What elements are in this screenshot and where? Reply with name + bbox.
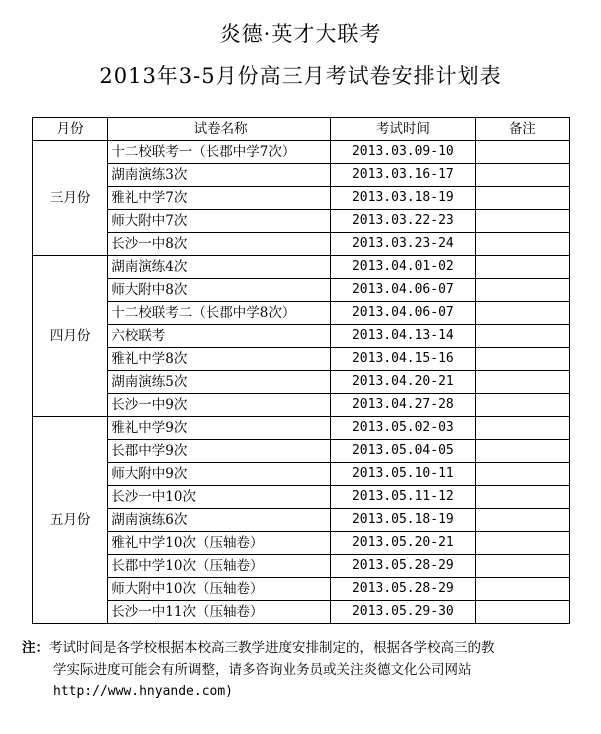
note-cell [475, 164, 569, 187]
note-cell [475, 279, 569, 302]
exam-time-cell: 2013.03.23-24 [331, 233, 476, 256]
note-cell [475, 371, 569, 394]
table-row [33, 279, 570, 302]
table-row [33, 371, 570, 394]
title-line-2: 2013年3-5月份高三月考试卷安排计划表 [99, 64, 502, 88]
table-row [33, 440, 570, 463]
schedule-body [33, 141, 570, 624]
note-cell [475, 555, 569, 578]
exam-name-cell: 长沙一中11次（压轴卷） [108, 601, 331, 624]
exam-time-cell: 2013.03.09-10 [331, 141, 476, 164]
table-row [33, 417, 570, 440]
table-row [33, 509, 570, 532]
exam-name-cell: 师大附中7次 [108, 210, 331, 233]
table-row [33, 325, 570, 348]
exam-name-cell: 长沙一中10次 [108, 486, 331, 509]
note-cell [475, 509, 569, 532]
exam-time-cell: 2013.04.13-14 [331, 325, 476, 348]
table-row [33, 210, 570, 233]
footnote [22, 637, 582, 703]
table-row [33, 302, 570, 325]
header-row [33, 118, 570, 141]
note-cell [475, 256, 569, 279]
note-cell [475, 486, 569, 509]
table-row [33, 601, 570, 624]
note-cell [475, 187, 569, 210]
exam-time-cell: 2013.04.15-16 [331, 348, 476, 371]
exam-time-cell: 2013.05.02-03 [331, 417, 476, 440]
exam-time-cell: 2013.05.04-05 [331, 440, 476, 463]
exam-time-cell: 2013.03.16-17 [331, 164, 476, 187]
exam-name-cell: 雅礼中学10次（压轴卷） [108, 532, 331, 555]
note-cell [475, 601, 569, 624]
exam-name-cell: 师大附中8次 [108, 279, 331, 302]
note-cell [475, 348, 569, 371]
exam-time-cell: 2013.05.20-21 [331, 532, 476, 555]
exam-time-cell: 2013.05.11-12 [331, 486, 476, 509]
exam-time-cell: 2013.04.20-21 [331, 371, 476, 394]
table-row [33, 256, 570, 279]
schedule-table [32, 117, 570, 624]
exam-name-cell: 师大附中10次（压轴卷） [108, 578, 331, 601]
table-row [33, 187, 570, 210]
exam-name-cell: 湖南演练4次 [108, 256, 331, 279]
exam-time-cell: 2013.05.18-19 [331, 509, 476, 532]
table-row [33, 463, 570, 486]
header-name: 试卷名称 [108, 118, 331, 141]
exam-name-cell: 十二校联考一（长郡中学7次） [108, 141, 331, 164]
exam-name-cell: 六校联考 [108, 325, 331, 348]
note-cell [475, 394, 569, 417]
exam-time-cell: 2013.05.28-29 [331, 555, 476, 578]
note-cell [475, 141, 569, 164]
exam-name-cell: 长郡中学10次（压轴卷） [108, 555, 331, 578]
month-cell: 三月份 [33, 141, 108, 256]
exam-name-cell: 湖南演练3次 [108, 164, 331, 187]
exam-name-cell: 长沙一中9次 [108, 394, 331, 417]
table-row [33, 164, 570, 187]
footnote-url: http://www.hnyande.com) [53, 684, 234, 699]
exam-time-cell: 2013.05.28-29 [331, 578, 476, 601]
exam-name-cell: 湖南演练6次 [108, 509, 331, 532]
note-cell [475, 417, 569, 440]
note-cell [475, 210, 569, 233]
exam-name-cell: 十二校联考二（长郡中学8次） [108, 302, 331, 325]
header-note: 备注 [475, 118, 569, 141]
table-row [33, 532, 570, 555]
month-cell: 五月份 [33, 417, 108, 624]
exam-name-cell: 长沙一中8次 [108, 233, 331, 256]
table-row [33, 555, 570, 578]
note-cell [475, 233, 569, 256]
table-row [33, 348, 570, 371]
table-row [33, 486, 570, 509]
note-cell [475, 302, 569, 325]
table-row [33, 394, 570, 417]
exam-time-cell: 2013.04.06-07 [331, 279, 476, 302]
note-cell [475, 440, 569, 463]
exam-time-cell: 2013.05.10-11 [331, 463, 476, 486]
exam-name-cell: 雅礼中学7次 [108, 187, 331, 210]
table-row [33, 141, 570, 164]
exam-time-cell: 2013.05.29-30 [331, 601, 476, 624]
note-cell [475, 578, 569, 601]
footnote-line-1: 考试时间是各学校根据本校高三教学进度安排制定的，根据各学校高三的教 [49, 640, 495, 656]
exam-time-cell: 2013.03.18-19 [331, 187, 476, 210]
note-cell [475, 532, 569, 555]
exam-time-cell: 2013.03.22-23 [331, 210, 476, 233]
table-row [33, 578, 570, 601]
table-row [33, 233, 570, 256]
note-cell [475, 325, 569, 348]
exam-time-cell: 2013.04.27-28 [331, 394, 476, 417]
exam-name-cell: 湖南演练5次 [108, 371, 331, 394]
exam-name-cell: 雅礼中学8次 [108, 348, 331, 371]
month-cell: 四月份 [33, 256, 108, 417]
title-line-1: 炎德·英才大联考 [219, 22, 382, 46]
exam-time-cell: 2013.04.01-02 [331, 256, 476, 279]
note-cell [475, 463, 569, 486]
exam-name-cell: 师大附中9次 [108, 463, 331, 486]
footnote-label: 注： [22, 640, 49, 656]
exam-name-cell: 雅礼中学9次 [108, 417, 331, 440]
exam-name-cell: 长郡中学9次 [108, 440, 331, 463]
exam-time-cell: 2013.04.06-07 [331, 302, 476, 325]
header-month: 月份 [33, 118, 108, 141]
footnote-line-2: 学实际进度可能会有所调整，请多咨询业务员或关注炎德文化公司网站 [53, 662, 472, 678]
header-time: 考试时间 [331, 118, 476, 141]
